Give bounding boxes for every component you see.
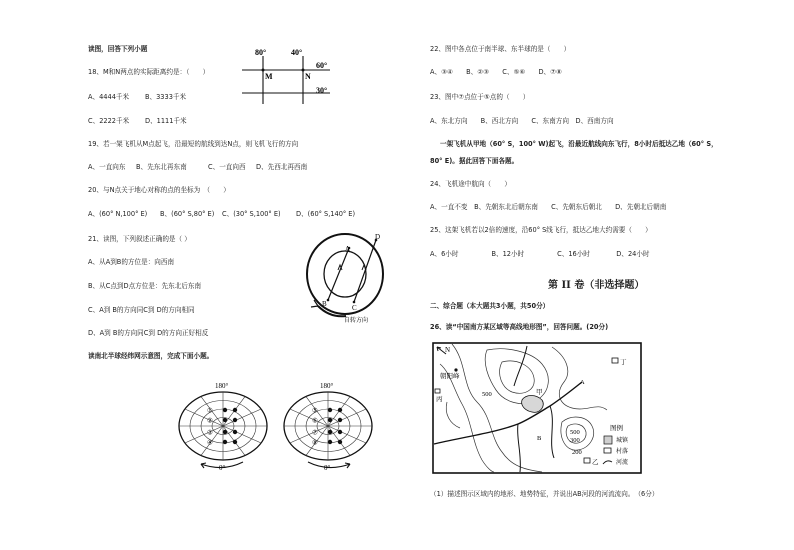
polar-left-point-1: ① — [207, 407, 213, 415]
polar-right-dot-a-2 — [328, 418, 332, 422]
river-point-b: B — [537, 435, 542, 442]
circle-point-b: B — [322, 300, 327, 308]
left-intro: 读图，回答下列小题 — [88, 45, 148, 53]
lat-lon-grid-figure — [238, 48, 348, 108]
flight-intro-line2: 80° E)。据此回答下面各题。 — [430, 157, 519, 165]
polar-right-point-4: ⑧ — [312, 439, 318, 447]
northern-hemisphere-polar-map — [173, 378, 273, 473]
lon-label-right: 40° — [291, 48, 303, 57]
q21-option-b: B、从C点到D点方位是：先东北后东南 — [88, 282, 202, 290]
contour-map — [432, 342, 642, 474]
town-bing-label: 丙 — [436, 396, 443, 403]
polar-right-point-2: ⑥ — [312, 417, 318, 425]
q21-stem: 21、读图，下列叙述正确的是（ ） — [88, 235, 191, 243]
polar-left-label-180: 180° — [215, 382, 229, 390]
q18-option-d: D、1111千米 — [145, 117, 187, 125]
q22-stem: 22、图中各点位于南半球、东半球的是（ ） — [430, 45, 571, 53]
q19-option-a: A、一直向东 — [88, 163, 126, 171]
southern-hemisphere-polar-map — [278, 378, 378, 473]
north-arrow-label: N — [445, 346, 451, 354]
polar-right-point-1: ⑤ — [312, 407, 318, 415]
q24-options: A、一直不变 B、先朝东北后朝东南 C、先朝东后朝北 D、先朝北后朝南 — [430, 203, 667, 211]
circle-point-a: A — [345, 245, 351, 253]
lat-label-top: 60° — [316, 61, 328, 70]
q26-part1: （1）描述图示区域内的地形、地势特征，并说出AB河段的河流流向。 （6分） — [430, 490, 659, 498]
polar-left-dot-a-1 — [223, 408, 227, 412]
river-point-a: A — [580, 379, 585, 386]
q20-option-b: B、(60° S,80° E) — [160, 210, 215, 218]
q20-option-d: D、(60° S,140° E) — [296, 210, 356, 218]
town-ding-label: 丁 — [620, 359, 627, 366]
polar-left-dot-b-4 — [233, 440, 237, 444]
polar-right-dot-b-4 — [338, 440, 342, 444]
point-m-label: M — [265, 72, 273, 81]
q25-stem: 25、这架飞机若以2倍的速度，沿60° S线飞行，抵达乙地大约需要（ ） — [430, 226, 652, 234]
legend-village-label: 村落 — [616, 449, 629, 455]
concentric-circle-figure — [300, 230, 400, 325]
legend-title: 图例 — [610, 425, 623, 432]
q26-stem: 26、读“中国南方某区域等高线地形图”，回答问题。(20分) — [430, 323, 609, 331]
polar-right-dot-a-1 — [328, 408, 332, 412]
polar-left-point-4: ④ — [207, 439, 213, 447]
town-jia-label: 甲 — [536, 389, 543, 396]
point-n-label: N — [305, 72, 311, 81]
polar-left-point-3: ③ — [207, 429, 213, 437]
q20-stem: 20、与N点关于地心对称的点的坐标为 （ ） — [88, 186, 230, 194]
lat-label-bottom: 30° — [316, 86, 328, 95]
polar-left-label-0: 0° — [219, 464, 226, 472]
circle-point-d: D — [375, 233, 381, 241]
polar-left-dot-a-2 — [223, 418, 227, 422]
legend-town-label: 城镇 — [616, 438, 629, 444]
polar-right-dot-b-1 — [338, 408, 342, 412]
lon-label-left: 80° — [255, 48, 267, 57]
q25-options: A、6小时 B、12小时 C、16小时 D、24小时 — [430, 250, 650, 258]
q21-option-d: D、A到 B的方向同C到 D的方向正好相反 — [88, 329, 209, 337]
section-two-heading: 二、综合题（本大题共3小题，共50分） — [430, 302, 550, 310]
q23-options: A、东北方向 B、西北方向 C、东南方向 D、西南方向 — [430, 117, 614, 125]
circle-point-c: C — [352, 304, 357, 312]
contour-500-b: 500 — [570, 429, 580, 436]
contour-500-a: 500 — [482, 391, 492, 398]
q22-options: A、③④ B、②③ C、⑤⑥ D、⑦⑧ — [430, 68, 562, 76]
polar-right-dot-a-3 — [328, 430, 332, 434]
q19-option-d: D、先西北再西南 — [256, 163, 308, 171]
peak-label: 朝阳峰 — [440, 373, 460, 380]
town-yi-label: 乙 — [592, 459, 599, 466]
polar-left-dot-b-1 — [233, 408, 237, 412]
q20-option-a: A、(60° N,100° E) — [88, 210, 148, 218]
polar-right-label-180: 180° — [320, 382, 334, 390]
q21-option-c: C、A到 B的方向同C到 D的方向相同 — [88, 306, 195, 314]
contour-300: 300 — [570, 437, 580, 444]
rotation-direction-label: 自转方向 — [344, 318, 369, 324]
polar-right-point-3: ⑦ — [312, 429, 318, 437]
legend-river-label: 河流 — [616, 460, 629, 466]
part-two-title: 第 II 卷（非选择题） — [548, 280, 645, 291]
q21-option-a: A、从A到B的方位是：向西南 — [88, 258, 175, 266]
q19-option-c: C、一直向西 — [208, 163, 246, 171]
polar-right-dot-b-3 — [338, 430, 342, 434]
q23-stem: 23、图中⑦点位于⑤点的（ ） — [430, 93, 530, 101]
polar-right-label-0: 0° — [324, 464, 331, 472]
polar-left-dot-b-2 — [233, 418, 237, 422]
q20-option-c: C、(30° S,100° E) — [222, 210, 281, 218]
q18-option-c: C、2222千米 — [88, 117, 130, 125]
q24-stem: 24、飞机途中航向（ ） — [430, 180, 511, 188]
q18-option-b: B、3333千米 — [145, 93, 187, 101]
q18-option-a: A、4444千米 — [88, 93, 130, 101]
flight-intro-line1: 一架飞机从甲地（60° S，100° W)起飞，沿最近航线向东飞行，8小时后抵达乙地（60° S， — [440, 140, 718, 148]
polar-right-dot-b-2 — [338, 418, 342, 422]
polar-right-dot-a-4 — [328, 440, 332, 444]
q19-stem: 19、若一架飞机从M点起飞，沿最短的航线到达N点，则飞机飞行的方向 — [88, 140, 299, 148]
polar-left-point-2: ② — [207, 417, 213, 425]
polar-left-dot-b-3 — [233, 430, 237, 434]
polar-left-dot-a-3 — [223, 430, 227, 434]
q18-stem: 18、M和N两点的实际距离约是：（ ） — [88, 68, 210, 76]
polar-left-dot-a-4 — [223, 440, 227, 444]
left-intro-2: 读南北半球经纬网示意图，完成下面小题。 — [88, 352, 214, 360]
contour-200: 200 — [572, 449, 582, 456]
q19-option-b: B、先东北再东南 — [136, 163, 187, 171]
